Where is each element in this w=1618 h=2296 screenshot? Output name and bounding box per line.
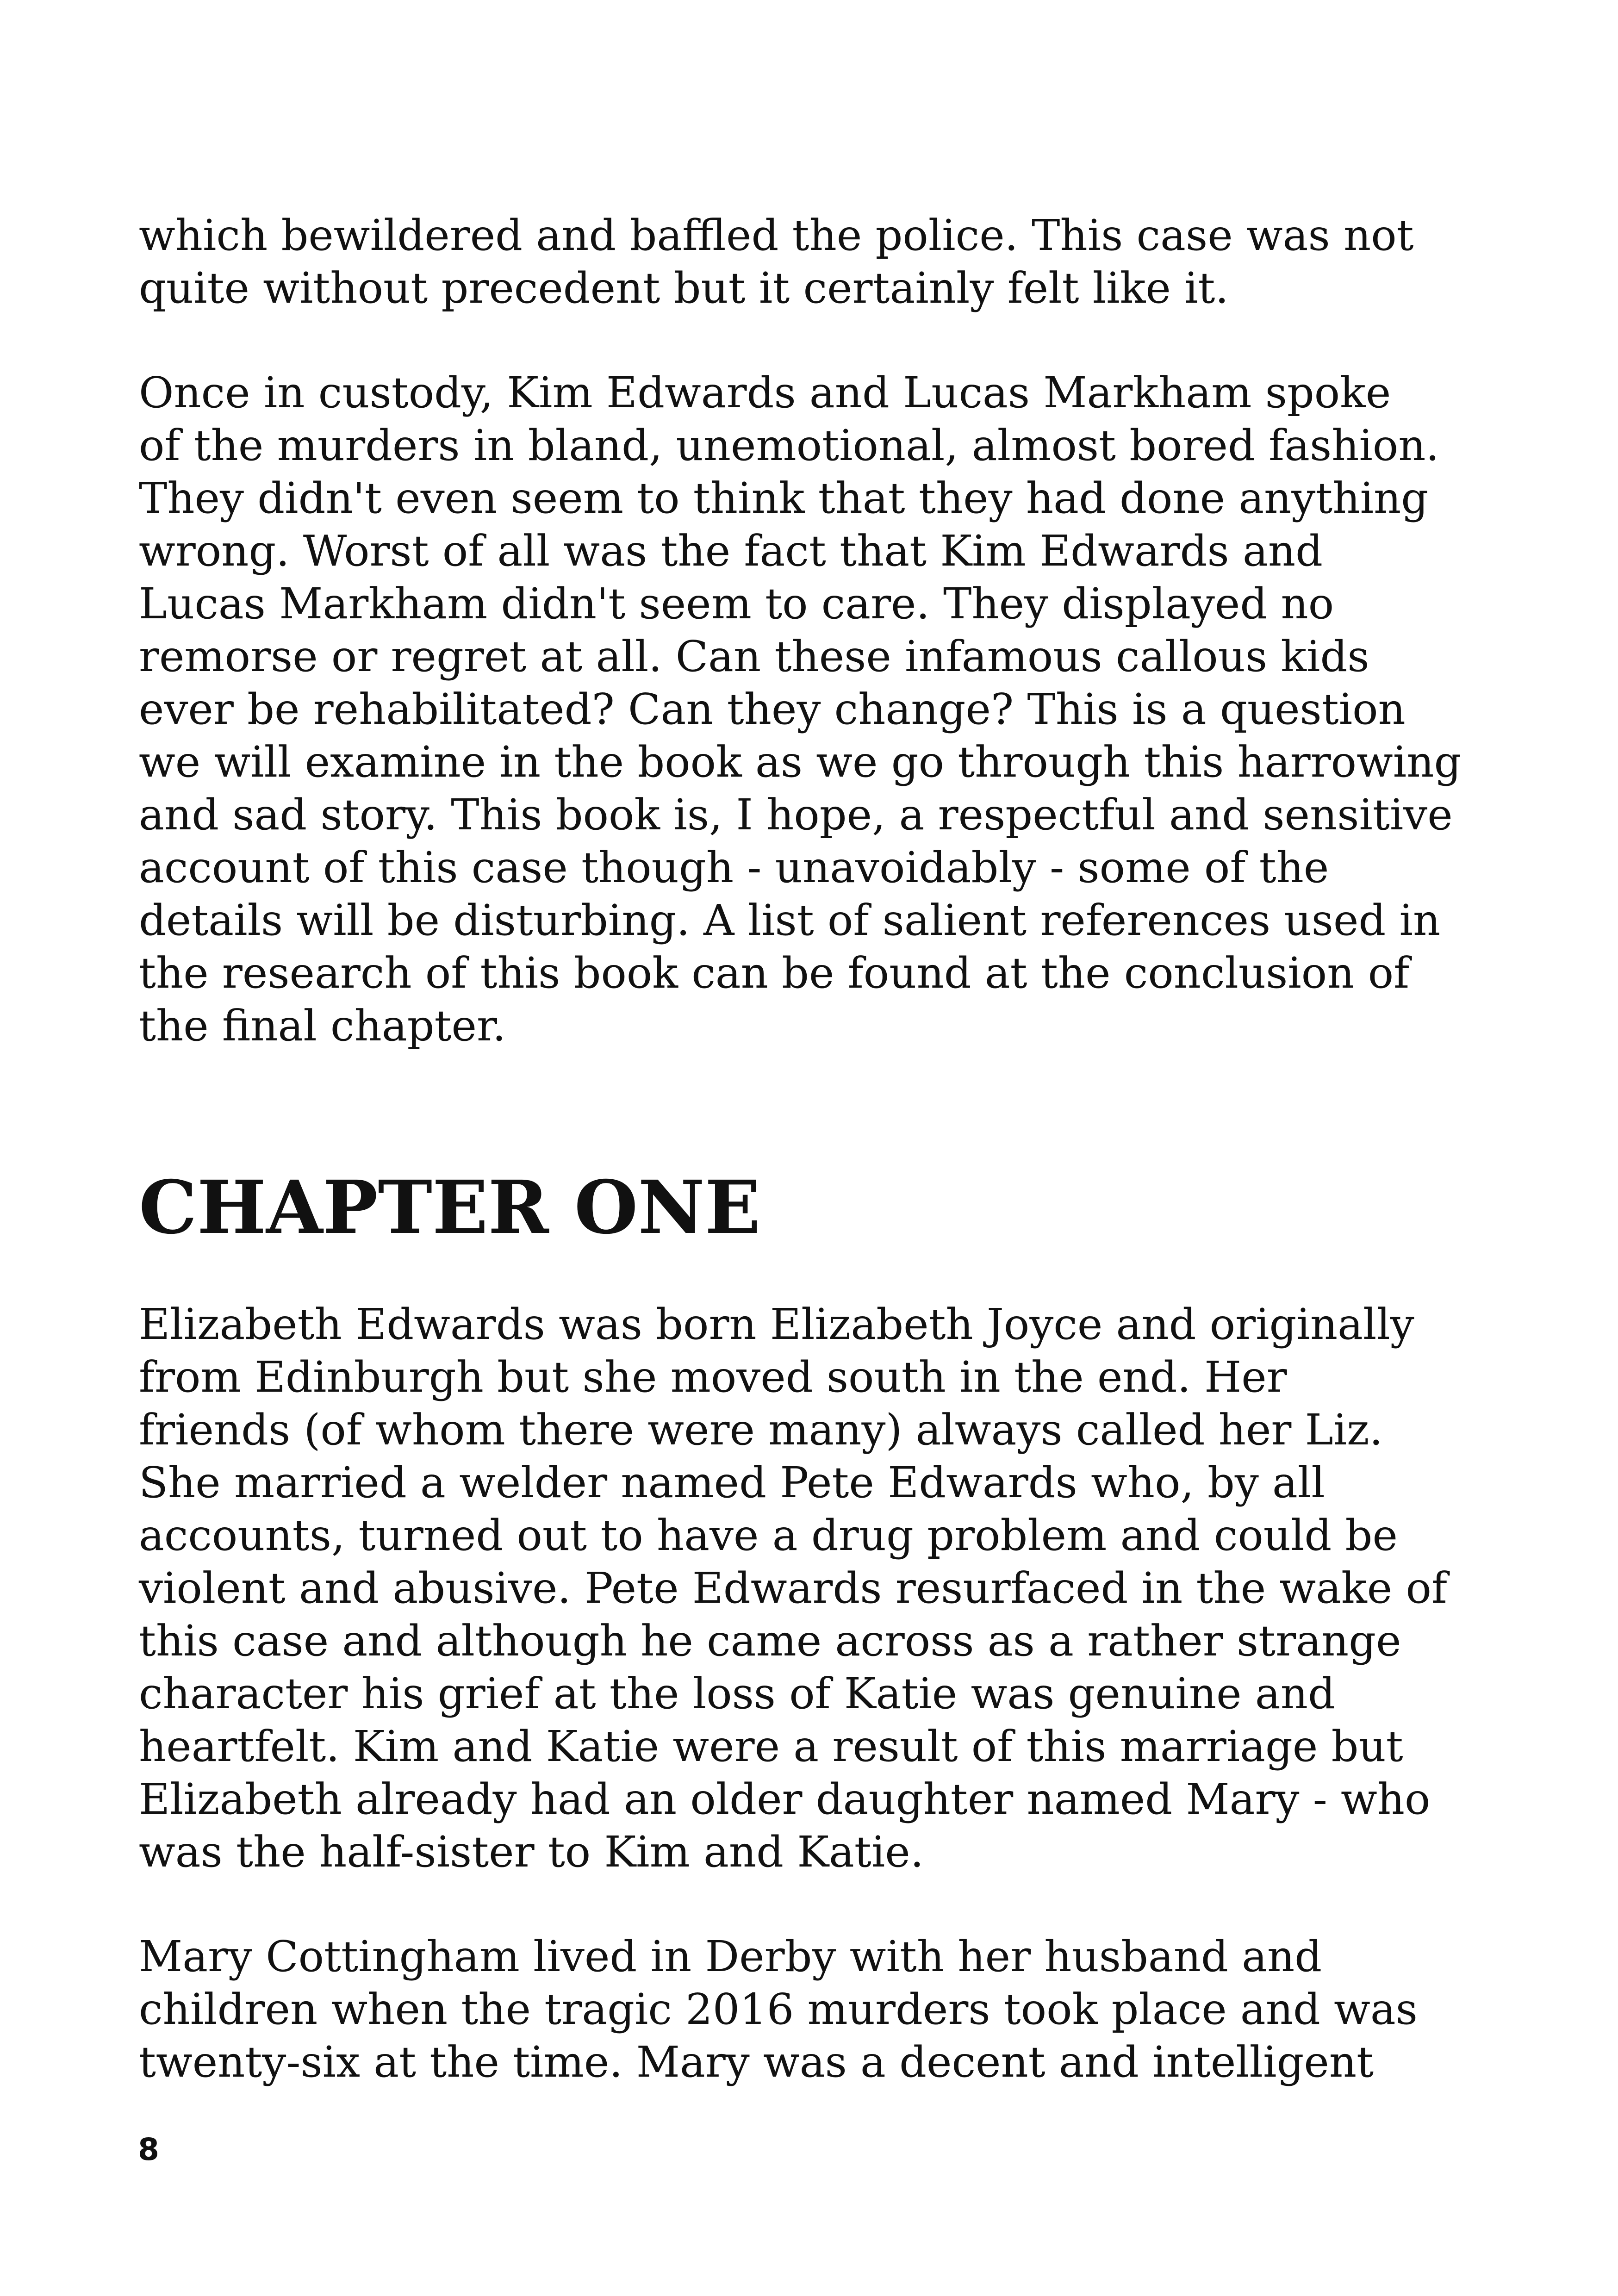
paragraph-2 [139,367,1462,1052]
text-line: Lucas Markham didn't seem to care. They displayed no [139,579,1334,628]
text-line: we will examine in the book as we go through this harrowing [139,737,1462,787]
text-line: was the half-sister to Kim and Katie. [139,1827,924,1877]
text-line: Mary Cottingham lived in Derby with her husband and [139,1932,1322,1981]
text-line: violent and abusive. Pete Edwards resurfaced in the wake of [139,1563,1447,1613]
chapter-title: CHAPTER ONE [139,1165,761,1251]
text-line: account of this case though - unavoidably - some of the [139,843,1329,892]
text-line: of the murders in bland, unemotional, almost bored fashion. [139,421,1439,470]
text-line: quite without precedent but it certainly felt like it. [139,263,1229,313]
text-line: details will be disturbing. A list of salient references used in [139,896,1441,945]
text-line: twenty-six at the time. Mary was a decent and intelligent [139,2037,1374,2087]
text-line: from Edinburgh but she moved south in the end. Her [139,1352,1287,1402]
text-line: Once in custody, Kim Edwards and Lucas Markham spoke [139,368,1391,417]
text-line: They didn't even seem to think that they had done anything [139,473,1429,523]
chapter-paragraph-1 [139,1298,1447,1879]
text-line: Elizabeth Edwards was born Elizabeth Joyce and originally [139,1300,1414,1349]
text-line: children when the tragic 2016 murders took place and was [139,1985,1418,2034]
text-line: wrong. Worst of all was the fact that Kim Edwards and [139,526,1323,576]
text-line: which bewildered and baffled the police. This case was not [139,211,1414,260]
text-line: She married a welder named Pete Edwards who, by all [139,1458,1325,1507]
text-line: friends (of whom there were many) always called her Liz. [139,1405,1383,1455]
text-line: the research of this book can be found at the conclusion of [139,948,1410,998]
text-line: Elizabeth already had an older daughter named Mary - who [139,1774,1431,1824]
text-line: and sad story. This book is, I hope, a respectful and sensitive [139,790,1453,840]
text-line: character his grief at the loss of Katie was genuine and [139,1669,1335,1718]
chapter-paragraph-2 [139,1930,1425,2089]
text-line: the final chapter. [139,1001,506,1051]
text-line: heartfelt. Kim and Katie were a result of this marriage but [139,1722,1403,1771]
page-number: 8 [138,2132,159,2167]
text-line: ever be rehabilitated? Can they change? This is a question [139,684,1406,734]
paragraph-1 [139,209,1425,315]
text-line: accounts, turned out to have a drug problem and could be [139,1511,1398,1560]
text-line: this case and although he came across as a rather strange [139,1616,1401,1666]
text-line: remorse or regret at all. Can these infamous callous kids [139,632,1369,681]
